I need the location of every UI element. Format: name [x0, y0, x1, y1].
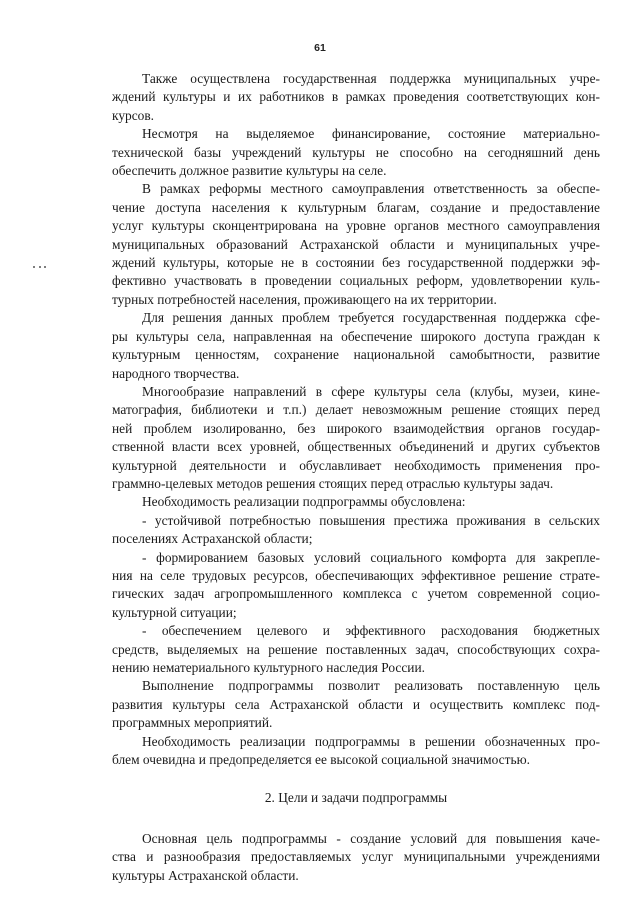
- text-line: нению нематериального культурного наследия России.: [112, 660, 425, 675]
- document-body: [112, 70, 600, 885]
- text-line: муниципальных образований Астраханской области и муниципальных учре-: [112, 236, 600, 252]
- body-paragraphs: [112, 70, 600, 769]
- text-line: средств, выделяемых на решение поставленных задач, способствующих сохра-: [112, 641, 600, 657]
- section-heading: 2. Цели и задачи подпрограммы: [264, 790, 448, 806]
- paragraph: [112, 493, 600, 511]
- text-line: ры культуры села, направленная на обеспечение широкого доступа граждан к: [112, 328, 600, 344]
- text-line: культурной деятельности и обуславливает необходимость применения про-: [112, 457, 600, 473]
- text-line: - устойчивой потребностью повышения престижа проживания в сельских: [142, 512, 600, 528]
- text-line: курсов.: [112, 107, 155, 123]
- paragraph: [112, 180, 600, 309]
- text-line: поселениях Астраханской области;: [112, 531, 313, 547]
- text-line: программных мероприятий.: [112, 715, 273, 731]
- text-line: фективно участвовать в проведении социальных реформ, удовлетворении куль-: [112, 273, 600, 289]
- paragraph: [112, 383, 600, 493]
- paragraph: [112, 733, 600, 770]
- text-line: граммно-целевых методов решения стоящих перед отраслью культуры задач.: [112, 475, 554, 491]
- text-line: технической базы учреждений культуры не способно на сегодняшний день: [112, 144, 600, 160]
- text-line: Для решения данных проблем требуется государственная поддержка сфе-: [142, 310, 600, 326]
- paragraph: [112, 309, 600, 383]
- paragraph: [112, 512, 600, 549]
- text-line: В рамках реформы местного самоуправления ответственность за обеспе-: [142, 181, 600, 197]
- text-line: ства и разнообразия предоставляемых услуг муниципальными учреждениями: [112, 849, 600, 865]
- text-line: ждений культуры, которые не в состоянии без государственной поддержки эф-: [112, 255, 600, 271]
- text-line: народного творчества.: [112, 365, 240, 381]
- text-line: Выполнение подпрограммы позволит реализовать поставленную цель: [142, 678, 600, 694]
- section-paragraphs: [112, 830, 600, 885]
- text-line: Основная цель подпрограммы - создание условий для повышения каче-: [142, 830, 600, 846]
- text-line: блем очевидна и предопределяется ее высокой социальной значимостью.: [112, 752, 530, 768]
- paragraph: [112, 677, 600, 732]
- text-line: Несмотря на выделяемое финансирование, состояние материально-: [142, 126, 600, 142]
- scan-speck: [33, 266, 47, 269]
- text-line: ственной власти всех уровней, общественных объединений и других субъектов: [112, 439, 600, 455]
- paragraph: [112, 622, 600, 677]
- paragraph: [112, 549, 600, 623]
- text-line: турных потребностей населения, проживающего на их территории.: [112, 291, 497, 307]
- text-line: Многообразие направлений в сфере культуры села (клубы, музеи, кине-: [142, 383, 600, 399]
- text-line: гических задач агропромышленного комплекса с учетом современной социо-: [112, 586, 600, 602]
- text-line: ней проблем изолированно, без широкого взаимодействия органов государ-: [112, 420, 600, 436]
- paragraph: [112, 125, 600, 180]
- text-line: - обеспечением целевого и эффективного расходования бюджетных: [142, 623, 600, 639]
- text-line: обеспечить должное развитие культуры на селе.: [112, 163, 387, 179]
- text-line: Также осуществлена государственная поддержка муниципальных учре-: [142, 71, 600, 86]
- text-line: ния на селе трудовых ресурсов, обеспечивающих эффективное решение страте-: [112, 567, 600, 583]
- text-line: культуры Астраханской области.: [112, 867, 299, 883]
- text-line: - формированием базовых условий социального комфорта для закрепле-: [142, 549, 600, 565]
- text-line: чение доступа населения к культурным благам, создание и предоставление: [112, 199, 600, 215]
- text-line: услуг культуры сконцентрирована на уровне органов местного самоуправления: [112, 218, 600, 234]
- paragraph: [112, 830, 600, 885]
- text-line: культурной ситуации;: [112, 604, 237, 620]
- text-line: ждений культуры и их работников в рамках проведения соответствующих кон-: [112, 89, 600, 105]
- text-line: матография, библиотеки и т.п.) делает невозможным решение стоящих перед: [112, 402, 600, 418]
- text-line: развития культуры села Астраханской области и осуществить комплекс под-: [112, 696, 600, 712]
- text-line: Необходимость реализации подпрограммы обусловлена:: [142, 494, 466, 510]
- text-line: культурным ценностям, сохранение национальной самобытности, развитие: [112, 347, 600, 363]
- paragraph: [112, 70, 600, 125]
- page-number: 61: [314, 42, 326, 54]
- text-line: Необходимость реализации подпрограммы в решении обозначенных про-: [142, 733, 600, 749]
